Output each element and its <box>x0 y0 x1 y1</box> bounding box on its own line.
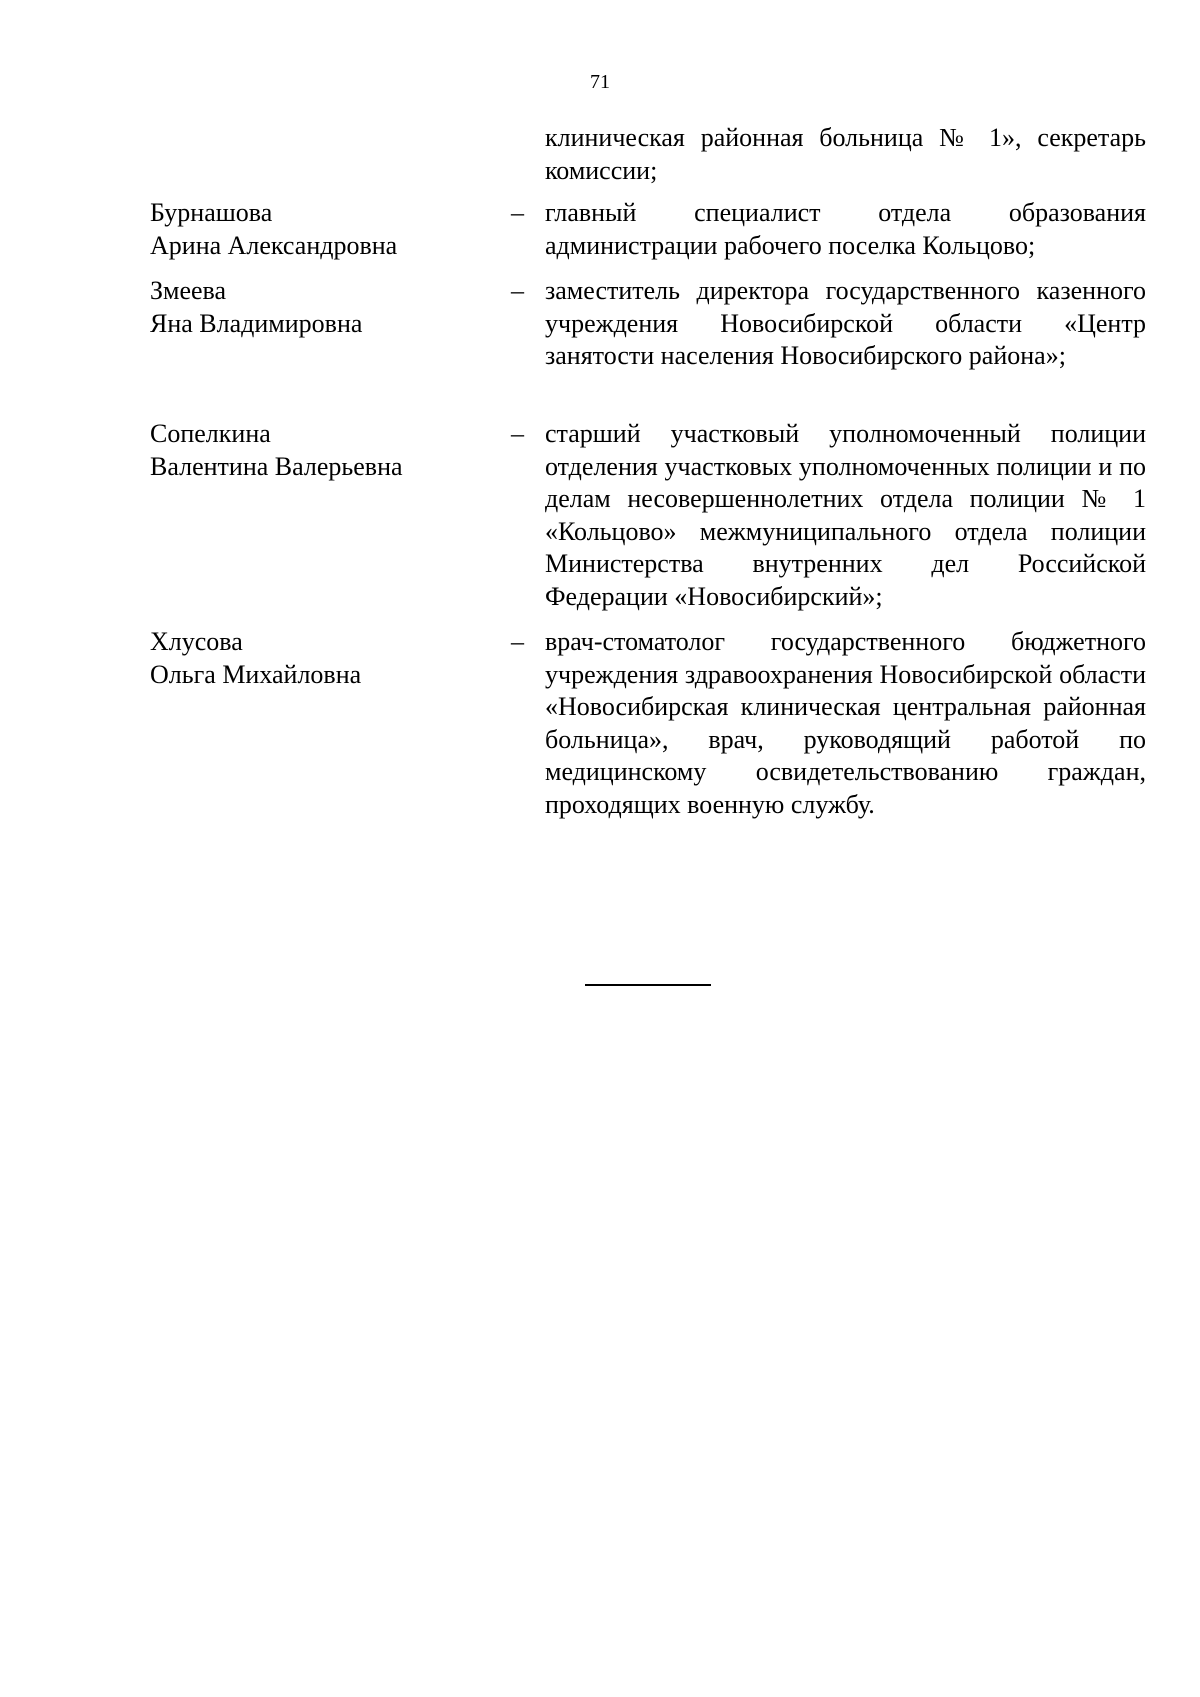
member-surname: Змеева <box>150 276 227 305</box>
continuation-text: клиническая районная больница № 1», секретарь комиссии; <box>545 123 1146 185</box>
dash-separator: – <box>511 276 524 305</box>
member-surname: Сопелкина <box>150 419 271 448</box>
member-role: старший участковый уполномоченный полиции отделения участковых уполномоченных полиции и по делам несовершеннолетних отдела полиции № 1 «Кольцово» межмуниципального отдела полиции Министерства внутренних дел Российской Федерации «Новосибирский»; <box>545 419 1146 611</box>
member-role: врач-стоматолог государственного бюджетного учреждения здравоохранения Новосибирской области «Новосибирская клиническая центральная районная больница», врач, руководящий работой по медицинскому освидетельствованию граждан, проходящих военную службу. <box>545 627 1146 819</box>
dash-separator: – <box>511 419 524 448</box>
dash-separator: – <box>511 198 524 227</box>
member-role: заместитель директора государственного казенного учреждения Новосибирской области «Центр занятости населения Новосибирского района»; <box>545 276 1146 370</box>
member-surname: Хлусова <box>150 627 243 656</box>
member-name <box>150 418 510 483</box>
member-given-names: Арина Александровна <box>150 230 398 260</box>
member-name <box>150 275 510 340</box>
dash-separator: – <box>511 627 524 656</box>
member-name <box>150 197 510 262</box>
member-name <box>150 626 510 691</box>
member-given-names: Валентина Валерьевна <box>150 451 403 481</box>
member-given-names: Яна Владимировна <box>150 308 363 338</box>
end-rule <box>585 984 711 986</box>
member-role: главный специалист отдела образования администрации рабочего поселка Кольцово; <box>545 198 1146 260</box>
member-surname: Бурнашова <box>150 198 273 227</box>
member-given-names: Ольга Михайловна <box>150 659 362 689</box>
page-number: 71 <box>590 71 610 93</box>
